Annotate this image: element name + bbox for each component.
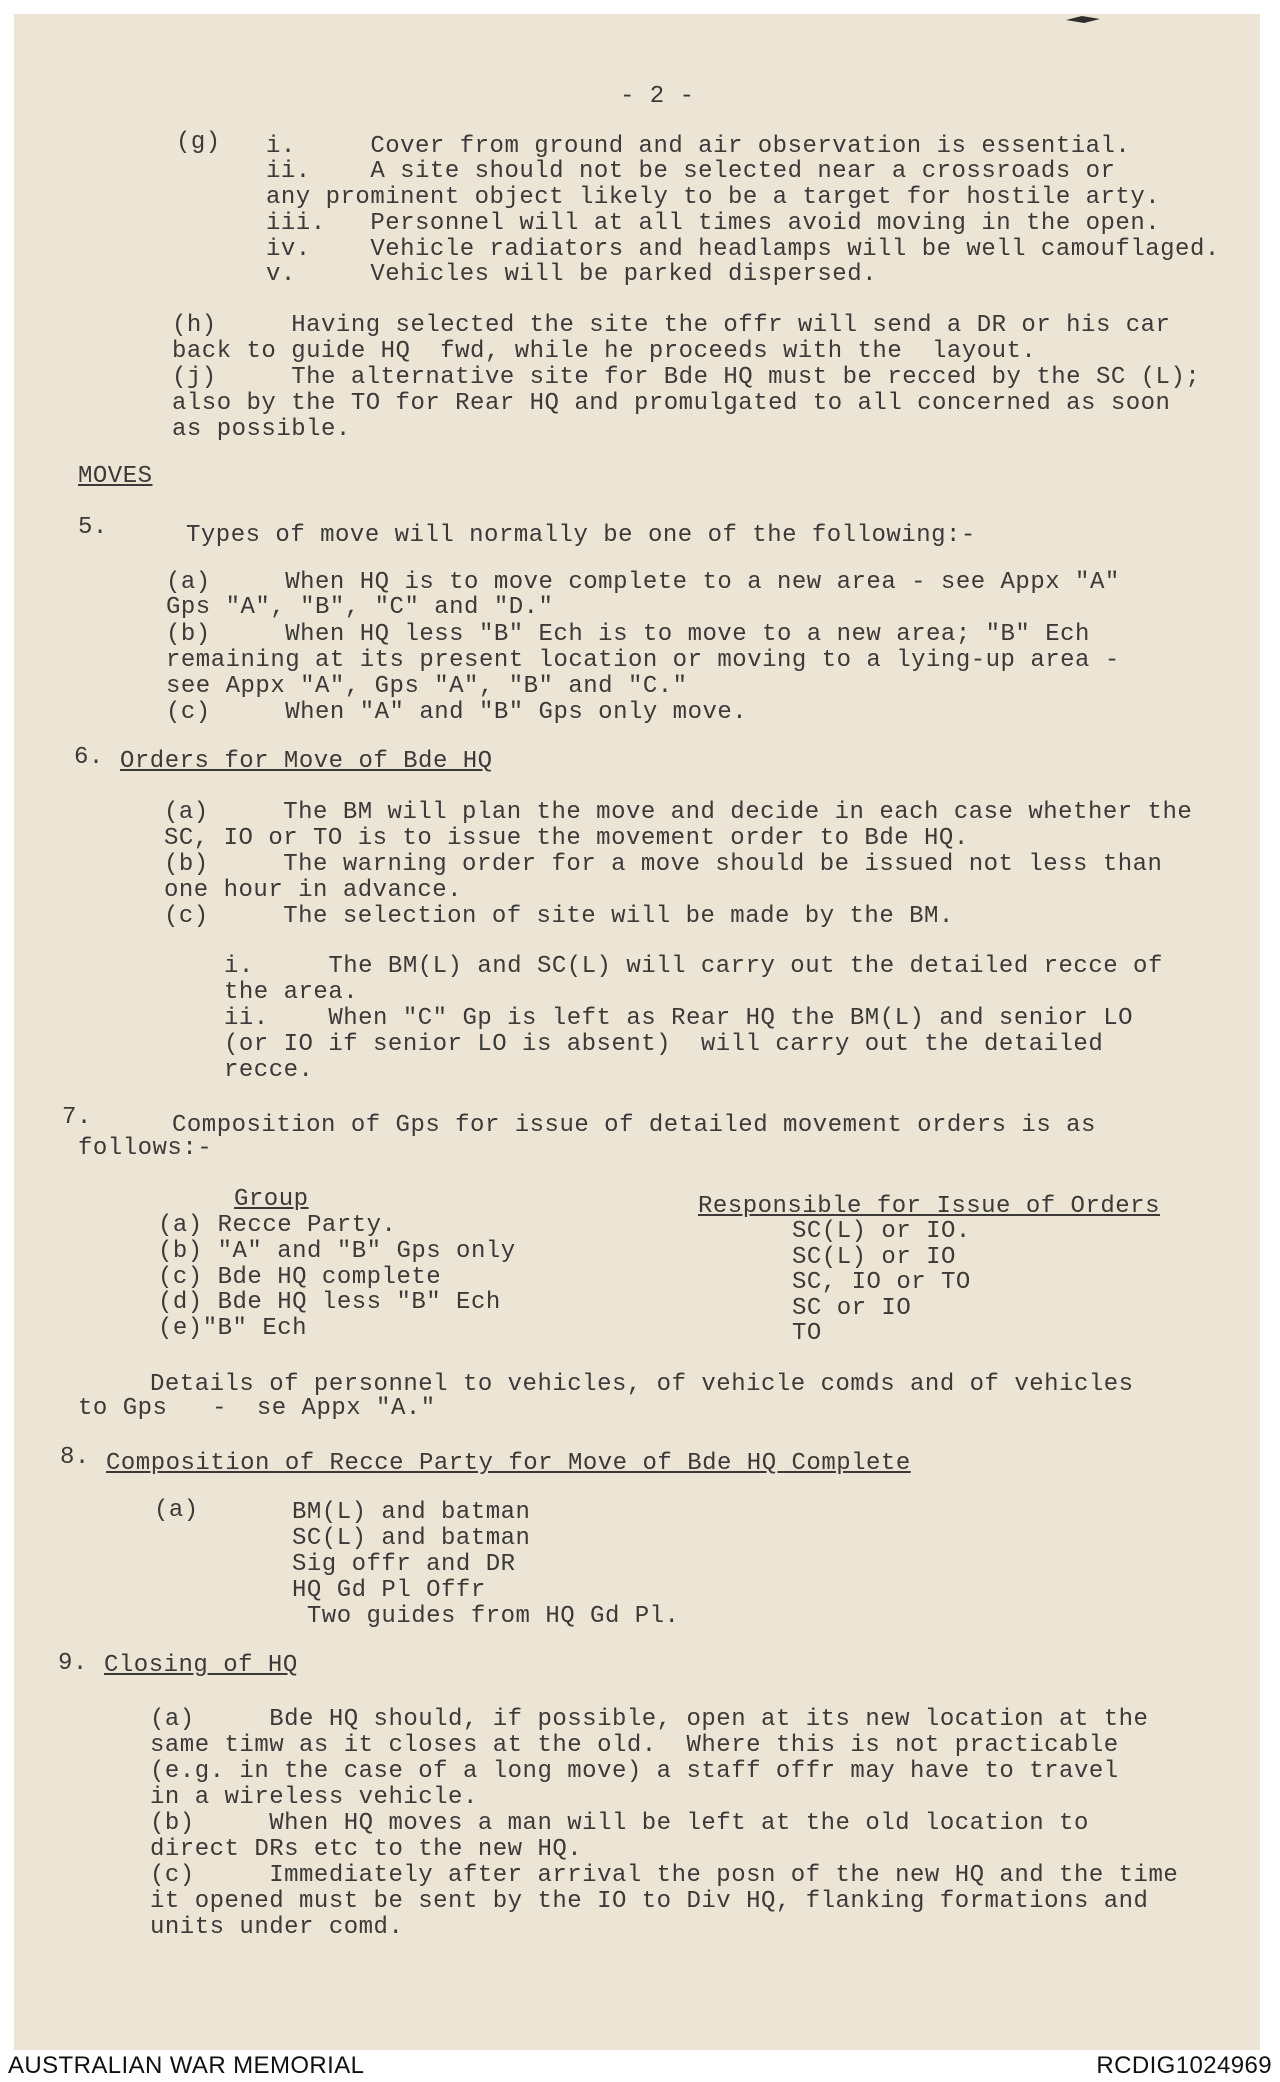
- recce-party-item: HQ Gd Pl Offr: [292, 1577, 486, 1604]
- moves-heading: MOVES: [78, 463, 153, 490]
- para-6-sub-line: recce.: [224, 1057, 314, 1084]
- item-g-line: i. Cover from ground and air observation is essential.: [266, 133, 1131, 160]
- para-9-line: it opened must be sent by the IO to Div HQ, flanking formations and: [150, 1888, 1149, 1915]
- para-6-line: (a) The BM will plan the move and decide in each case whether the: [164, 799, 1193, 826]
- para-7-intro: Composition of Gps for issue of detailed movement orders is as: [172, 1112, 1096, 1139]
- table-row-responsible: SC(L) or IO.: [792, 1218, 971, 1245]
- para-6-sub-line: ii. When "C" Gp is left as Rear HQ the BM(L) and senior LO: [224, 1005, 1134, 1032]
- para-8-label: (a): [154, 1497, 199, 1524]
- para-5-line: Gps "A", "B", "C" and "D.": [166, 594, 554, 621]
- table-row-responsible: SC(L) or IO: [792, 1244, 956, 1271]
- paper-stain: [1064, 14, 1104, 26]
- recce-party-item: BM(L) and batman: [292, 1499, 531, 1526]
- para-8-number: 8.: [60, 1444, 90, 1471]
- item-g-line: ii. A site should not be selected near a crossroads or: [266, 158, 1116, 185]
- item-j-line: also by the TO for Rear HQ and promulgated to all concerned as soon: [172, 390, 1171, 417]
- column-header-group: Group: [234, 1186, 309, 1213]
- item-h-line: (h) Having selected the site the offr will send a DR or his car: [172, 312, 1171, 339]
- para-5-line: (b) When HQ less "B" Ech is to move to a new area; "B" Ech: [166, 621, 1090, 648]
- table-row-responsible: SC, IO or TO: [792, 1269, 971, 1296]
- para-6-sub-line: (or IO if senior LO is absent) will carry out the detailed: [224, 1031, 1104, 1058]
- footer-institution: AUSTRALIAN WAR MEMORIAL: [8, 2052, 365, 2079]
- para-6-line: (b) The warning order for a move should be issued not less than: [164, 851, 1163, 878]
- column-header-responsible: Responsible for Issue of Orders: [698, 1193, 1160, 1220]
- table-row-group: (a) Recce Party.: [158, 1212, 397, 1239]
- item-g-line: any prominent object likely to be a target for hostile arty.: [266, 184, 1161, 211]
- item-g-line: v. Vehicles will be parked dispersed.: [266, 261, 877, 288]
- item-g-line: iv. Vehicle radiators and headlamps will be well camouflaged.: [266, 236, 1220, 263]
- para-6-sub-line: i. The BM(L) and SC(L) will carry out the detailed recce of: [224, 953, 1163, 980]
- table-row-group: (e)"B" Ech: [158, 1315, 308, 1342]
- para-9-line: direct DRs etc to the new HQ.: [150, 1836, 583, 1863]
- table-row-group: (b) "A" and "B" Gps only: [158, 1238, 516, 1265]
- table-row-group: (d) Bde HQ less "B" Ech: [158, 1289, 501, 1316]
- para-5-intro: Types of move will normally be one of the following:-: [186, 522, 976, 549]
- para-6-line: (c) The selection of site will be made by the BM.: [164, 903, 954, 930]
- page-number: - 2 -: [620, 83, 695, 110]
- recce-party-item: Sig offr and DR: [292, 1551, 516, 1578]
- para-5-line: see Appx "A", Gps "A", "B" and "C.": [166, 673, 688, 700]
- para-7-intro: follows:-: [78, 1135, 213, 1162]
- para-9-line: units under comd.: [150, 1914, 404, 1941]
- table-row-group: (c) Bde HQ complete: [158, 1264, 442, 1291]
- para-7-details: to Gps - se Appx "A.": [78, 1395, 436, 1422]
- para-9-line: (a) Bde HQ should, if possible, open at its new location at the: [150, 1706, 1149, 1733]
- para-8-heading: Composition of Recce Party for Move of Bde HQ Complete: [106, 1450, 911, 1477]
- para-6-sub-line: the area.: [224, 979, 359, 1006]
- para-5-line: (c) When "A" and "B" Gps only move.: [166, 699, 748, 726]
- footer-record-id: RCDIG1024969: [1096, 2052, 1272, 2079]
- para-6-heading: Orders for Move of Bde HQ: [120, 748, 493, 775]
- item-j-line: (j) The alternative site for Bde HQ must be recced by the SC (L);: [172, 364, 1201, 391]
- item-g-line: iii. Personnel will at all times avoid moving in the open.: [266, 210, 1161, 237]
- para-9-heading: Closing of HQ: [104, 1652, 298, 1679]
- para-7-details: Details of personnel to vehicles, of vehicle comds and of vehicles: [150, 1371, 1134, 1398]
- para-6-line: one hour in advance.: [164, 877, 463, 904]
- para-9-line: in a wireless vehicle.: [150, 1784, 478, 1811]
- para-9-line: (c) Immediately after arrival the posn of the new HQ and the time: [150, 1862, 1179, 1889]
- para-9-line: (e.g. in the case of a long move) a staff offr may have to travel: [150, 1758, 1119, 1785]
- para-5-line: remaining at its present location or moving to a lying-up area -: [166, 647, 1120, 674]
- para-9-line: (b) When HQ moves a man will be left at the old location to: [150, 1810, 1089, 1837]
- para-6-line: SC, IO or TO is to issue the movement order to Bde HQ.: [164, 825, 969, 852]
- item-label-g: (g): [176, 129, 221, 156]
- para-7-number: 7.: [62, 1104, 92, 1131]
- item-h-line: back to guide HQ fwd, while he proceeds with the layout.: [172, 338, 1037, 365]
- item-j-line: as possible.: [172, 416, 351, 443]
- recce-party-item: Two guides from HQ Gd Pl.: [292, 1603, 680, 1630]
- para-6-number: 6.: [74, 744, 104, 771]
- para-5-number: 5.: [78, 514, 108, 541]
- table-row-responsible: TO: [792, 1320, 822, 1347]
- para-9-line: same timw as it closes at the old. Where this is not practicable: [150, 1732, 1119, 1759]
- para-5-line: (a) When HQ is to move complete to a new area - see Appx "A": [166, 569, 1120, 596]
- recce-party-item: SC(L) and batman: [292, 1525, 531, 1552]
- table-row-responsible: SC or IO: [792, 1295, 912, 1322]
- para-9-number: 9.: [58, 1650, 88, 1677]
